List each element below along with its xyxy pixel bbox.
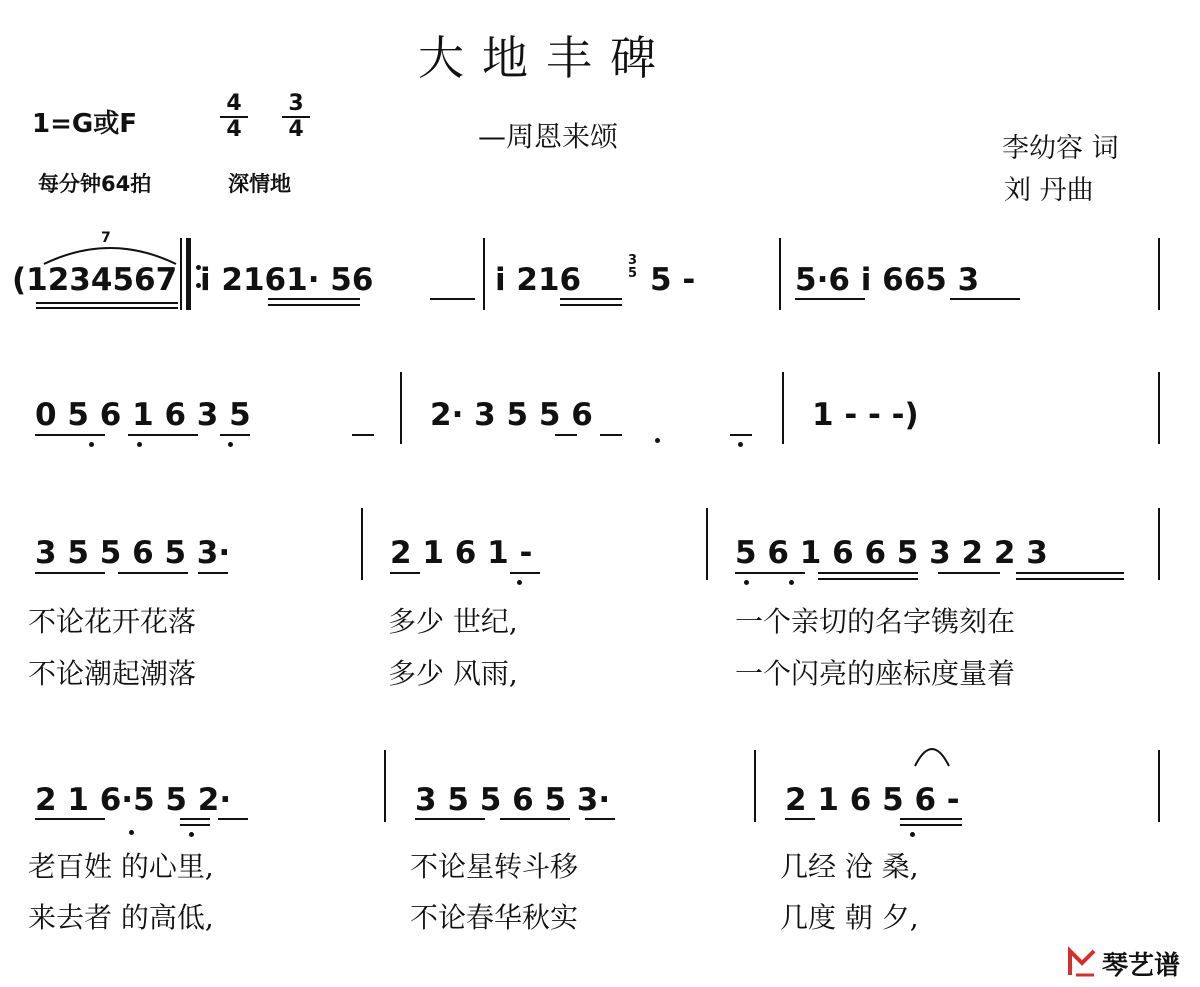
lyric-line: 不论春华秋实 — [410, 901, 579, 934]
beam-underline — [795, 298, 865, 300]
beam-underline — [180, 818, 210, 820]
barline — [1158, 372, 1160, 444]
lyric-line: 多少 世纪, — [388, 605, 518, 638]
notation-segment: 5·6 i 665 3 — [795, 262, 980, 298]
beam-underline — [218, 818, 248, 820]
beam-underline — [735, 572, 805, 574]
beam-underline — [730, 434, 752, 436]
beam-underline — [950, 298, 1020, 300]
beam-underline — [390, 572, 420, 574]
beam-underline — [35, 434, 105, 436]
subtitle: —周恩来颂 — [478, 120, 619, 153]
beam-underline — [900, 818, 962, 820]
tempo-marking: 每分钟64拍 — [38, 172, 152, 196]
notation-segment: i 2161· 56 — [200, 262, 374, 298]
beam-underline — [785, 818, 815, 820]
lyric-line: 老百姓 的心里, — [28, 850, 214, 883]
barline — [180, 238, 182, 310]
beam-underline — [128, 434, 198, 436]
beam-underline — [35, 572, 105, 574]
barline — [361, 508, 363, 580]
triplet-mark: 7 — [101, 230, 111, 246]
composer-credit: 刘 丹曲 — [1004, 175, 1094, 206]
lyric-line: 不论星转斗移 — [410, 850, 579, 883]
barline — [782, 372, 784, 444]
beam-underline — [818, 578, 918, 580]
barline — [1158, 750, 1160, 822]
beam-underline — [118, 572, 188, 574]
low-octave-dot — [228, 442, 233, 447]
logo-icon — [1066, 945, 1100, 979]
beam-underline — [560, 304, 622, 306]
low-octave-dot — [189, 832, 194, 837]
tie-arc — [912, 742, 952, 768]
barline — [400, 372, 402, 444]
beam-underline — [510, 572, 540, 574]
beam-underline — [430, 298, 475, 300]
notation-segment: 2 1 6 5 6 - — [785, 782, 960, 818]
notation-segment: 3 5 5 6 5 3· — [35, 535, 231, 571]
lyric-line: 一个闪亮的座标度量着 — [735, 657, 1016, 690]
song-title: 大地丰碑 — [418, 31, 674, 85]
expression-marking: 深情地 — [228, 172, 291, 196]
beam-underline — [180, 824, 210, 826]
beam-underline — [560, 298, 622, 300]
beam-underline — [1016, 578, 1124, 580]
lyric-line: 来去者 的高低, — [28, 901, 214, 934]
low-octave-dot — [655, 438, 660, 443]
notation-segment: 5 6 1 6 6 5 3 2 2 3 — [735, 535, 1048, 571]
beam-underline — [900, 824, 962, 826]
barline — [1158, 508, 1160, 580]
beam-underline — [268, 304, 360, 306]
beam-underline — [500, 818, 570, 820]
low-octave-dot — [89, 442, 94, 447]
barline — [483, 238, 485, 310]
barline — [706, 508, 708, 580]
lyric-line: 一个亲切的名字镌刻在 — [735, 605, 1016, 638]
low-octave-dot — [517, 580, 522, 585]
barline — [1158, 238, 1160, 310]
beam-underline — [36, 302, 178, 304]
beam-underline — [818, 572, 918, 574]
lyric-line: 多少 风雨, — [388, 657, 518, 690]
beam-underline — [585, 818, 615, 820]
low-octave-dot — [744, 580, 749, 585]
notation-segment: 2 1 6·5 5 2· — [35, 782, 232, 818]
grace-note: 3 5 — [628, 253, 638, 281]
beam-underline — [555, 434, 577, 436]
lyric-line: 不论潮起潮落 — [28, 657, 197, 690]
beam-underline — [600, 434, 622, 436]
beam-underline — [198, 572, 228, 574]
low-octave-dot — [137, 442, 142, 447]
low-octave-dot — [910, 832, 915, 837]
notation-segment: 1 - - -) — [812, 397, 919, 433]
lyricist-credit: 李幼容 词 — [1002, 133, 1119, 164]
watermark-logo — [1066, 945, 1194, 981]
lyric-line: 几度 朝 夕, — [780, 901, 919, 934]
notation-segment: 0 5 6 1 6 3 5 — [35, 397, 251, 433]
lyric-line: 不论花开花落 — [28, 605, 197, 638]
time-signature-3-4: $\frac{3}{4}$ — [282, 92, 310, 142]
beam-underline — [268, 298, 360, 300]
low-octave-dot — [129, 830, 134, 835]
notation-segment: 5 - — [650, 262, 696, 298]
time-signature-4-4: $\frac{4}{4}$ — [220, 92, 248, 142]
barline — [754, 750, 756, 822]
barline — [384, 750, 386, 822]
notation-segment: 3 5 5 6 5 3· — [415, 782, 611, 818]
repeat-barline — [186, 238, 191, 310]
beam-underline — [36, 307, 178, 309]
low-octave-dot — [789, 580, 794, 585]
notation-segment: (1234567 — [12, 262, 178, 298]
barline — [779, 238, 781, 310]
lyric-line: 几经 沧 桑, — [780, 850, 919, 883]
beam-underline — [415, 818, 485, 820]
notation-segment: 2· 3 5 5 6 — [430, 397, 593, 433]
notation-segment: i 216 — [495, 262, 582, 298]
low-octave-dot — [738, 442, 743, 447]
beam-underline — [35, 818, 105, 820]
beam-underline — [220, 434, 250, 436]
beam-underline — [1016, 572, 1124, 574]
key-signature: 1=G或F — [32, 109, 137, 139]
beam-underline — [938, 572, 1000, 574]
beam-underline — [352, 434, 374, 436]
watermark-text: 琴艺谱 — [1102, 951, 1181, 981]
notation-segment: 2 1 6 1 - — [390, 535, 533, 571]
